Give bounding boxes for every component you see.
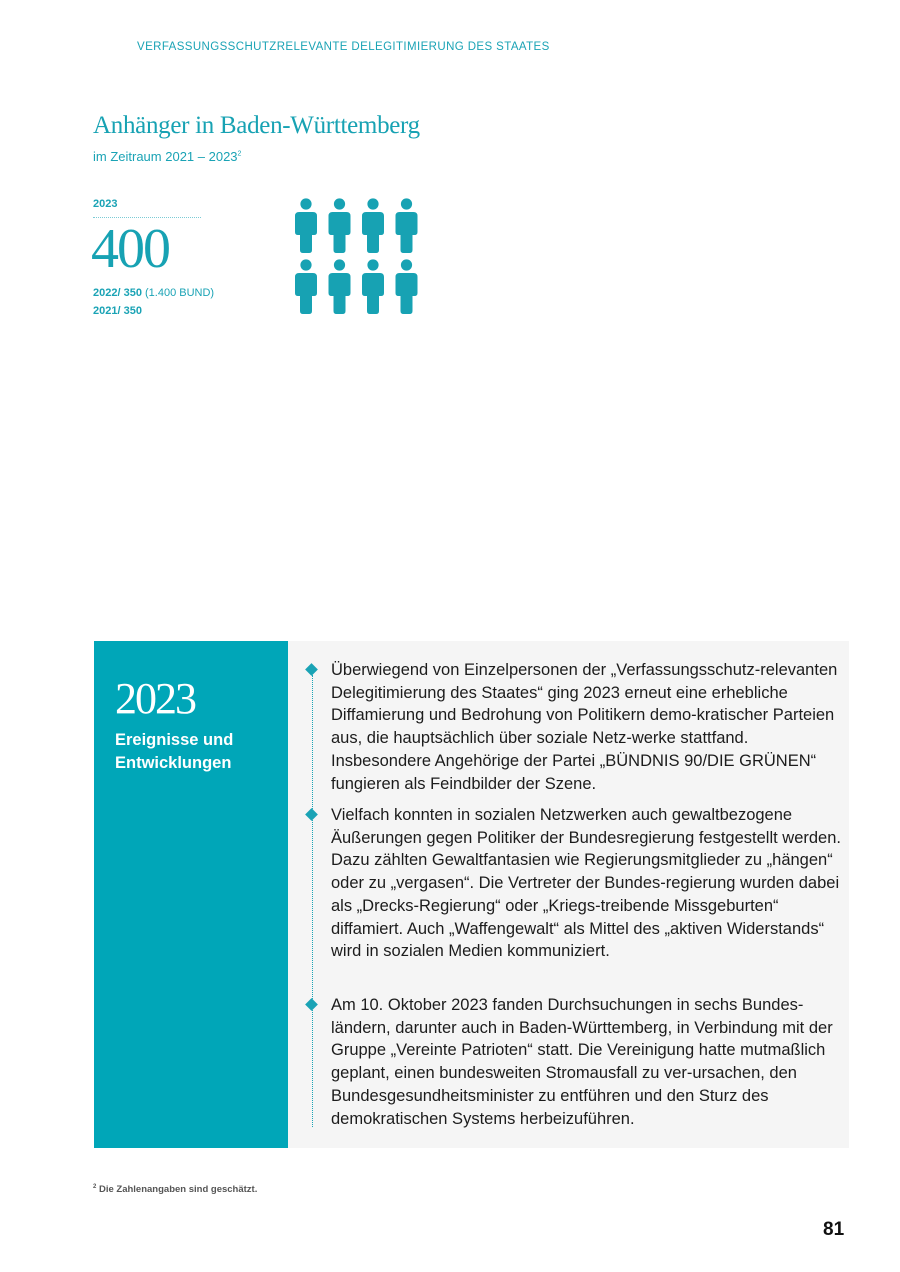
events-list [304, 641, 839, 1148]
list-item-text: Am 10. Oktober 2023 fanden Durchsuchungen in sechs Bundes-ländern, darunter auch in Baden-Württemberg, in Verbindung mit der Gruppe „Vereinte Patrioten“ statt. Die Vereinigung hatte mutmaßlich geplant, einen bundesweiten Stromausfall zu ver-ursachen, den Bundesgesundheitsminister zu entführen und den Sturz des demokratischen Systems herbeizuführen. [331, 996, 833, 1128]
person-icon [396, 198, 418, 253]
list-item-text: Vielfach konnten in sozialen Netzwerken auch gewaltbezogene Äußerungen gegen Politiker der Bundesregierung festgestellt werden. Dazu zählten Gewaltfantasien wie Regierungsmitglieder zu „hängen“ oder zu „vergasen“. Die Vertreter der Bundes-regierung wurden dabei als „Drecks-Regierung“ oder „Kriegs-treibende Missgeburten“ diffamiert. Auch „Waffengewalt“ als Mittel des „aktiven Widerstands“ wird in sozialen Medien kommuniziert. [331, 806, 841, 961]
previous-value: 2021/ 350 [93, 305, 142, 317]
footnote [93, 1184, 257, 1195]
person-icon [396, 259, 418, 314]
person-icon [329, 198, 351, 253]
subtitle-text: im Zeitraum 2021 – 2023 [93, 149, 238, 164]
person-icon [362, 198, 384, 253]
events-heading: Ereignisse und Entwicklungen [115, 731, 234, 772]
diamond-bullet-icon [305, 808, 318, 821]
previous-year-2022 [93, 287, 214, 299]
people-pictogram [294, 198, 424, 320]
page-number: 81 [823, 1219, 845, 1240]
current-value: 400 [91, 218, 169, 280]
bullet-connector-line [312, 675, 313, 1127]
person-icon [329, 259, 351, 314]
running-header: VERFASSUNGSSCHUTZRELEVANTE DELEGITIMIERUNG DES STAATES [137, 41, 550, 53]
footnote-ref: 2 [237, 150, 242, 158]
section-title: Anhänger in Baden-Württemberg [93, 112, 420, 139]
person-icon [295, 198, 317, 253]
current-year-label: 2023 [93, 198, 118, 210]
diamond-bullet-icon [305, 663, 318, 676]
diamond-bullet-icon [305, 998, 318, 1011]
footnote-text: Die Zahlenangaben sind geschätzt. [96, 1184, 258, 1195]
footnote-number: 2 [93, 1183, 97, 1190]
previous-extra: (1.400 BUND) [141, 287, 215, 299]
events-panel [94, 641, 849, 1148]
section-subtitle [93, 149, 241, 164]
people-icon-grid [294, 198, 424, 320]
events-year: 2023 [115, 674, 195, 723]
person-icon [362, 259, 384, 314]
person-icon [295, 259, 317, 314]
previous-value: 2022/ 350 [93, 287, 142, 299]
list-item-text: Überwiegend von Einzelpersonen der „Verfassungsschutz-relevanten Delegitimierung des Staates“ ging 2023 erneut eine erhebliche Diffamierung und Bedrohung von Politikern demo-kratischer Parteien aus, die hauptsächlich über soziale Netz-werke stattfand. Insbesondere Angehörige der Partei „BÜNDNIS 90/DIE GRÜNEN“ fungieren als Feindbilder der Szene. [331, 661, 838, 793]
previous-year-2021 [93, 305, 142, 317]
events-sidebar [94, 641, 288, 1148]
